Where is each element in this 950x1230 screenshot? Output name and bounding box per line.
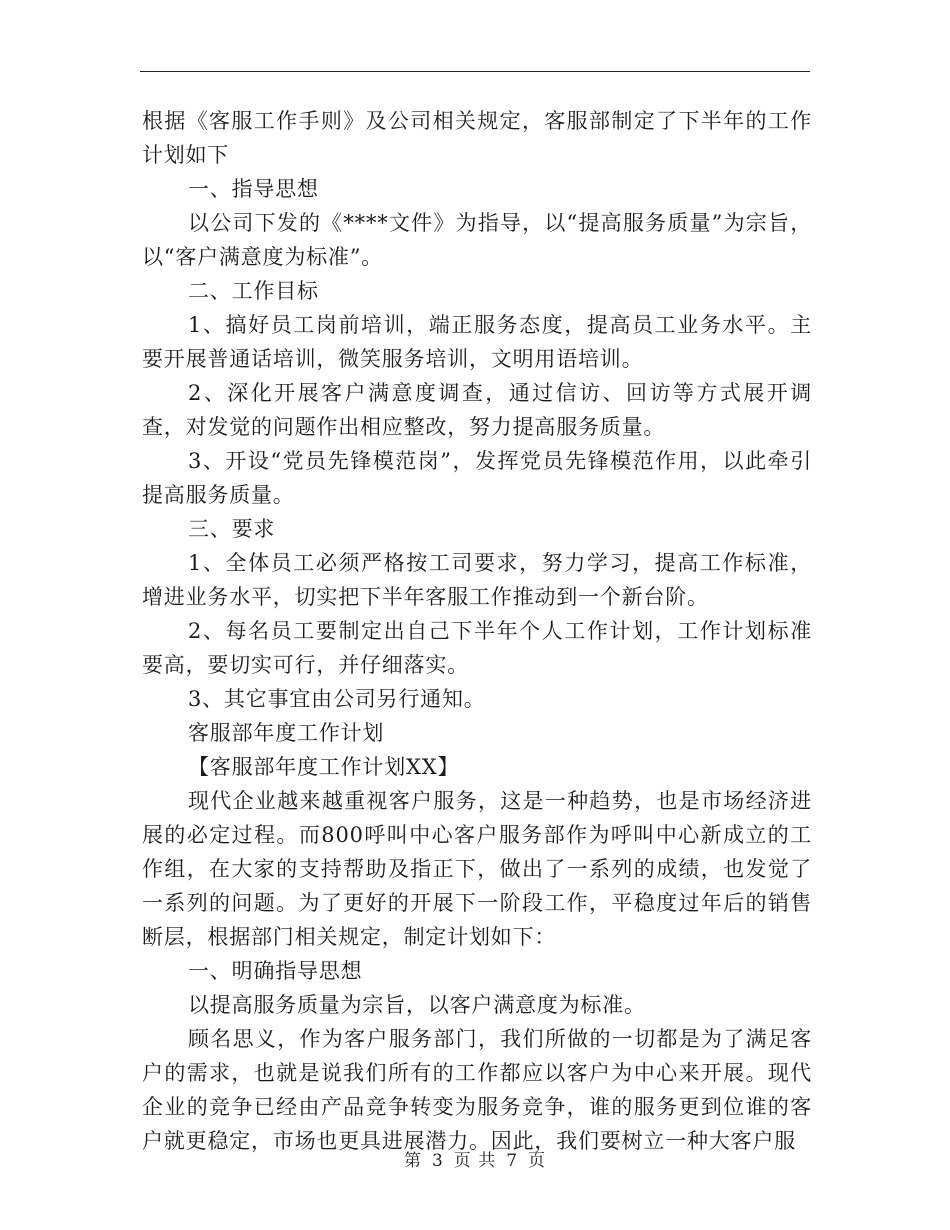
page-footer — [0, 1146, 950, 1171]
footer-page-number: 3 — [431, 1151, 444, 1171]
paragraph: 3、开设“党员先锋模范岗”，发挥党员先锋模范作用，以此牵引提高服务质量。 — [142, 449, 812, 507]
paragraph: 以提高服务质量为宗旨，以客户满意度为标准。 — [188, 993, 646, 1017]
header-rule — [140, 71, 810, 72]
paragraph: 2、深化开展客户满意度调查，通过信访、回访等方式展开调查，对发觉的问题作出相应整改，努力提高服务质量。 — [142, 381, 812, 439]
paragraph: 2、每名员工要制定出自己下半年个人工作计划，工作计划标准要高，要切实可行，并仔细落实。 — [142, 619, 812, 677]
paragraph: 现代企业越来越重视客户服务，这是一种趋势，也是市场经济进展的必定过程。而800呼叫中心客户服务部作为呼叫中心新成立的工作组，在大家的支持帮助及指正下，做出了一系列的成绩，也发觉了一系列的问题。为了更好的开展下一阶段工作，平稳度过年后的销售断层，根据部门相关规定，制定计划如下： — [142, 789, 812, 949]
paragraph: 一、指导思想 — [188, 177, 319, 201]
paragraph: 1、搞好员工岗前培训，端正服务态度，提高员工业务水平。主要开展普通话培训，微笑服务培训，文明用语培训。 — [142, 313, 812, 371]
paragraph: 三、要求 — [188, 517, 276, 541]
paragraph: 1、全体员工必须严格按工司要求，努力学习，提高工作标准，增进业务水平，切实把下半年客服工作推动到一个新台阶。 — [142, 551, 812, 609]
footer-suffix: 页 — [528, 1151, 547, 1171]
paragraph: 以公司下发的《****文件》为指导，以“提高服务质量”为宗旨，以“客户满意度为标准”。 — [142, 211, 812, 269]
paragraph: 3、其它事宜由公司另行通知。 — [188, 687, 486, 711]
paragraph: 根据《客服工作手则》及公司相关规定，客服部制定了下半年的工作计划如下 — [142, 109, 812, 167]
footer-total-pages: 7 — [506, 1151, 519, 1171]
paragraph: 二、工作目标 — [188, 279, 319, 303]
document-body — [142, 104, 812, 1158]
paragraph: 客服部年度工作计划 — [188, 721, 385, 745]
paragraph: 一、明确指导思想 — [188, 959, 363, 983]
paragraph: 【客服部年度工作计划XX】 — [188, 755, 460, 779]
footer-prefix: 第 — [403, 1151, 422, 1171]
paragraph: 顾名思义，作为客户服务部门，我们所做的一切都是为了满足客户的需求，也就是说我们所有的工作都应以客户为中心来开展。现代企业的竞争已经由产品竞争转变为服务竞争，谁的服务更到位谁的客户就更稳定，市场也更具进展潜力。因此，我们要树立一种大客户服 — [142, 1027, 812, 1153]
footer-middle: 页 共 — [453, 1151, 497, 1171]
